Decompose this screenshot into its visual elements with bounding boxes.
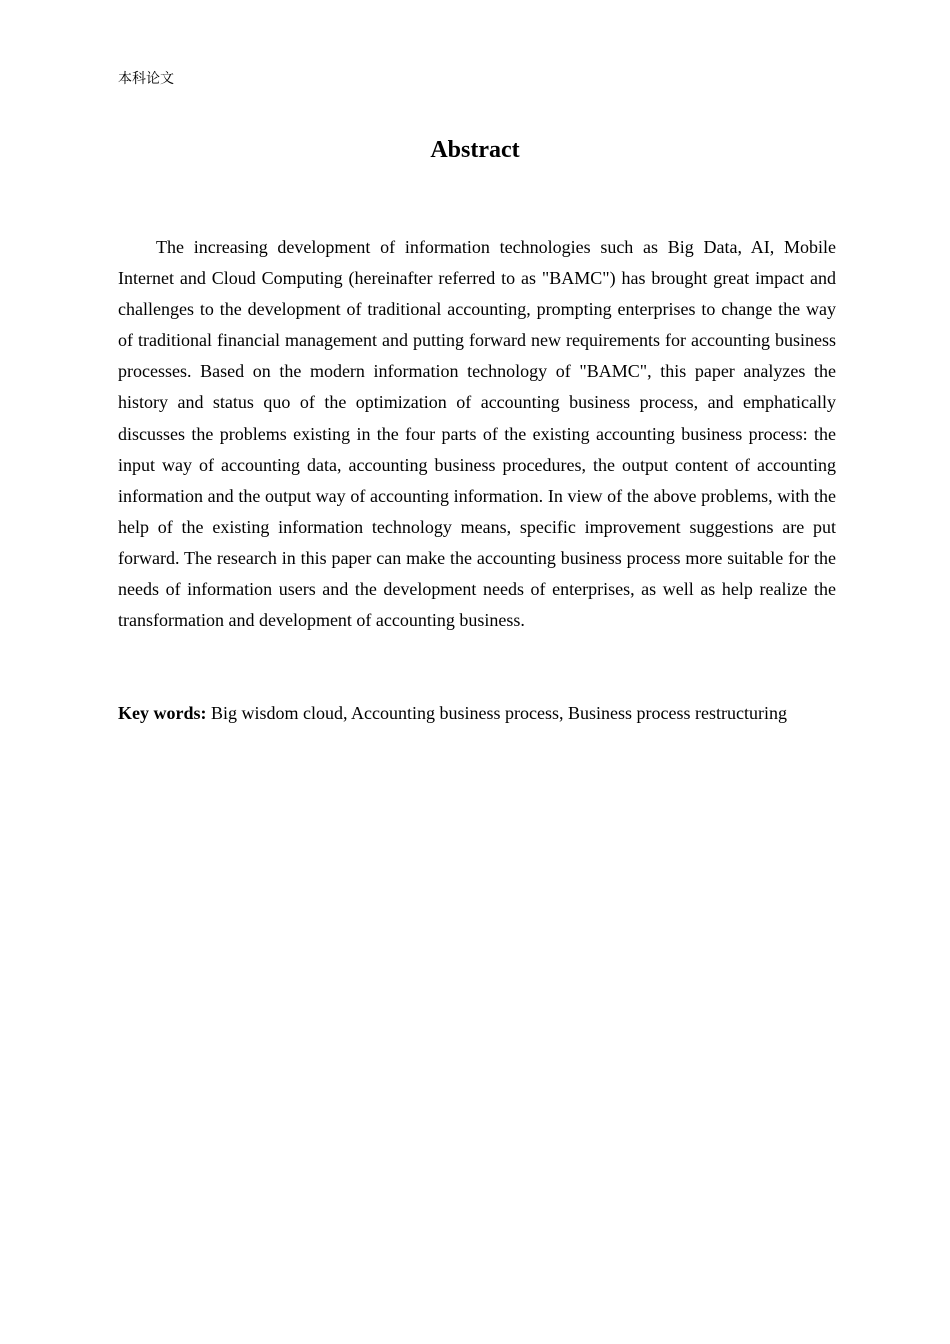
- abstract-body: The increasing development of information technologies such as Big Data, AI, Mobile Internet and Cloud Computing (hereinafter referred to as "BAMC") has brought great impact and challenges to the development of traditional accounting, prompting enterprises to change the way of traditional financial management and putting forward new requirements for accounting business processes. Based on the modern information technology of "BAMC", this paper analyzes the history and status quo of the optimization of accounting business process, and emphatically discusses the problems existing in the four parts of the existing accounting business process: the input way of accounting data, accounting business procedures, the output content of accounting information and the output way of accounting information. In view of the above problems, with the help of the existing information technology means, specific improvement suggestions are put forward. The research in this paper can make the accounting business process more suitable for the needs of information users and the development needs of enterprises, as well as help realize the transformation and development of accounting business.: [118, 237, 836, 631]
- abstract-title: Abstract: [430, 137, 520, 163]
- keywords-value: Big wisdom cloud, Accounting business process, Business process restructuring: [211, 703, 787, 723]
- page-header-label: 本科论文: [118, 71, 174, 87]
- keywords-label: Key words:: [118, 703, 207, 723]
- keywords-line: [118, 698, 858, 729]
